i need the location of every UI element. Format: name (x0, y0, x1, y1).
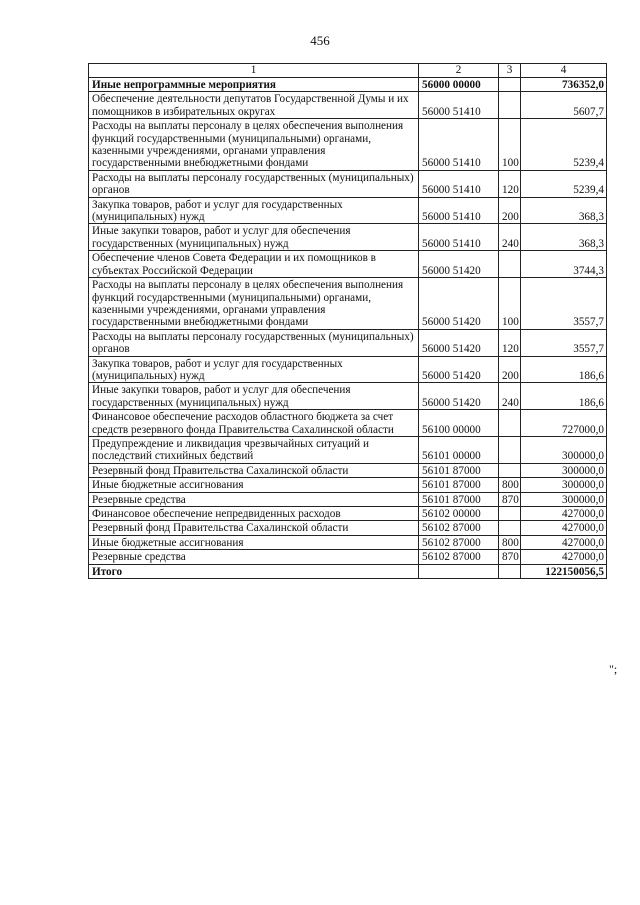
row-type: 200 (499, 356, 521, 383)
row-code: 56000 51410 (419, 197, 499, 224)
row-type: 870 (499, 492, 521, 506)
row-sum: 368,3 (521, 224, 607, 251)
table-row (89, 463, 607, 477)
row-code: 56000 51420 (419, 251, 499, 278)
row-code: 56101 87000 (419, 463, 499, 477)
row-code: 56000 51420 (419, 329, 499, 356)
row-sum: 3557,7 (521, 329, 607, 356)
row-name: Резервный фонд Правительства Сахалинской области (89, 521, 419, 535)
header-col-2: 2 (419, 64, 499, 78)
row-sum: 186,6 (521, 356, 607, 383)
row-name: Иные бюджетные ассигнования (89, 535, 419, 549)
row-type (499, 507, 521, 521)
row-type: 800 (499, 535, 521, 549)
row-name: Иные непрограммные мероприятия (89, 78, 419, 92)
row-name: Расходы на выплаты персоналу государственных (муниципальных) органов (89, 329, 419, 356)
table-row (89, 507, 607, 521)
row-sum: 427000,0 (521, 535, 607, 549)
row-sum: 427000,0 (521, 521, 607, 535)
row-name: Закупка товаров, работ и услуг для государственных (муниципальных) нужд (89, 356, 419, 383)
row-name: Резервные средства (89, 492, 419, 506)
table-row (89, 550, 607, 564)
table-row (89, 436, 607, 463)
row-type: 240 (499, 383, 521, 410)
row-name: Обеспечение членов Совета Федерации и их помощников в субъектах Российской Федерации (89, 251, 419, 278)
row-type: 120 (499, 329, 521, 356)
total-code-cell (419, 564, 499, 578)
page-number: 456 (310, 33, 330, 48)
row-type (499, 521, 521, 535)
row-type (499, 463, 521, 477)
row-sum: 427000,0 (521, 507, 607, 521)
row-name: Иные закупки товаров, работ и услуг для обеспечения государственных (муниципальных) нужд (89, 383, 419, 410)
row-type: 870 (499, 550, 521, 564)
table-row (89, 521, 607, 535)
row-sum: 727000,0 (521, 410, 607, 437)
row-code: 56000 51420 (419, 278, 499, 330)
row-type: 120 (499, 170, 521, 197)
row-type (499, 251, 521, 278)
row-sum: 300000,0 (521, 436, 607, 463)
row-type: 240 (499, 224, 521, 251)
row-code: 56000 51410 (419, 92, 499, 119)
table-row (89, 492, 607, 506)
total-row (89, 564, 607, 578)
table-row (89, 224, 607, 251)
row-code: 56102 87000 (419, 521, 499, 535)
row-type: 100 (499, 278, 521, 330)
table-row (89, 410, 607, 437)
row-type (499, 78, 521, 92)
row-name: Резервный фонд Правительства Сахалинской области (89, 463, 419, 477)
row-name: Расходы на выплаты персоналу в целях обеспечения выполнения функций государственными (муниципальными) органами, казенными учреждениями, органами управления государственными внебюджетными фондами (89, 278, 419, 330)
row-code: 56101 87000 (419, 492, 499, 506)
budget-table (88, 63, 607, 579)
row-code: 56102 00000 (419, 507, 499, 521)
row-sum: 3744,3 (521, 251, 607, 278)
row-name: Расходы на выплаты персоналу государственных (муниципальных) органов (89, 170, 419, 197)
row-code: 56102 87000 (419, 550, 499, 564)
row-code: 56000 51420 (419, 356, 499, 383)
row-name: Иные бюджетные ассигнования (89, 478, 419, 492)
row-code: 56100 00000 (419, 410, 499, 437)
row-name: Резервные средства (89, 550, 419, 564)
row-sum: 300000,0 (521, 478, 607, 492)
header-col-1: 1 (89, 64, 419, 78)
row-code: 56000 51410 (419, 170, 499, 197)
row-name: Финансовое обеспечение непредвиденных расходов (89, 507, 419, 521)
closing-quote-mark: "; (609, 662, 618, 676)
table-row (89, 329, 607, 356)
table-header-row (89, 64, 607, 78)
total-label: Итого (89, 564, 419, 578)
row-code: 56101 00000 (419, 436, 499, 463)
row-sum: 427000,0 (521, 550, 607, 564)
table-row (89, 170, 607, 197)
row-sum: 186,6 (521, 383, 607, 410)
row-code: 56000 00000 (419, 78, 499, 92)
row-sum: 5239,4 (521, 119, 607, 171)
row-type: 800 (499, 478, 521, 492)
row-sum: 3557,7 (521, 278, 607, 330)
row-sum: 300000,0 (521, 463, 607, 477)
table-row (89, 478, 607, 492)
table-row (89, 119, 607, 171)
row-name: Расходы на выплаты персоналу в целях обеспечения выполнения функций государственными (муниципальными) органами, казенными учреждениями, органами управления государственными внебюджетными фондами (89, 119, 419, 171)
table-row (89, 92, 607, 119)
table-row (89, 78, 607, 92)
header-col-4: 4 (521, 64, 607, 78)
row-code: 56101 87000 (419, 478, 499, 492)
row-code: 56000 51410 (419, 224, 499, 251)
row-sum: 300000,0 (521, 492, 607, 506)
table-body (89, 78, 607, 565)
total-type-cell (499, 564, 521, 578)
row-name: Иные закупки товаров, работ и услуг для обеспечения государственных (муниципальных) нужд (89, 224, 419, 251)
table-row (89, 197, 607, 224)
table-row (89, 356, 607, 383)
row-name: Обеспечение деятельности депутатов Государственной Думы и их помощников в избирательных округах (89, 92, 419, 119)
header-col-3: 3 (499, 64, 521, 78)
row-sum: 736352,0 (521, 78, 607, 92)
row-type: 100 (499, 119, 521, 171)
row-sum: 5607,7 (521, 92, 607, 119)
row-code: 56000 51420 (419, 383, 499, 410)
table-row (89, 383, 607, 410)
row-name: Предупреждение и ликвидация чрезвычайных ситуаций и последствий стихийных бедствий (89, 436, 419, 463)
row-name: Закупка товаров, работ и услуг для государственных (муниципальных) нужд (89, 197, 419, 224)
row-name: Финансовое обеспечение расходов областного бюджета за счет средств резервного фонда Правительства Сахалинской области (89, 410, 419, 437)
row-type (499, 410, 521, 437)
table-row (89, 535, 607, 549)
row-type (499, 436, 521, 463)
row-code: 56102 87000 (419, 535, 499, 549)
table-row (89, 251, 607, 278)
total-sum: 122150056,5 (521, 564, 607, 578)
row-type (499, 92, 521, 119)
row-type: 200 (499, 197, 521, 224)
table-row (89, 278, 607, 330)
row-sum: 368,3 (521, 197, 607, 224)
row-sum: 5239,4 (521, 170, 607, 197)
row-code: 56000 51410 (419, 119, 499, 171)
